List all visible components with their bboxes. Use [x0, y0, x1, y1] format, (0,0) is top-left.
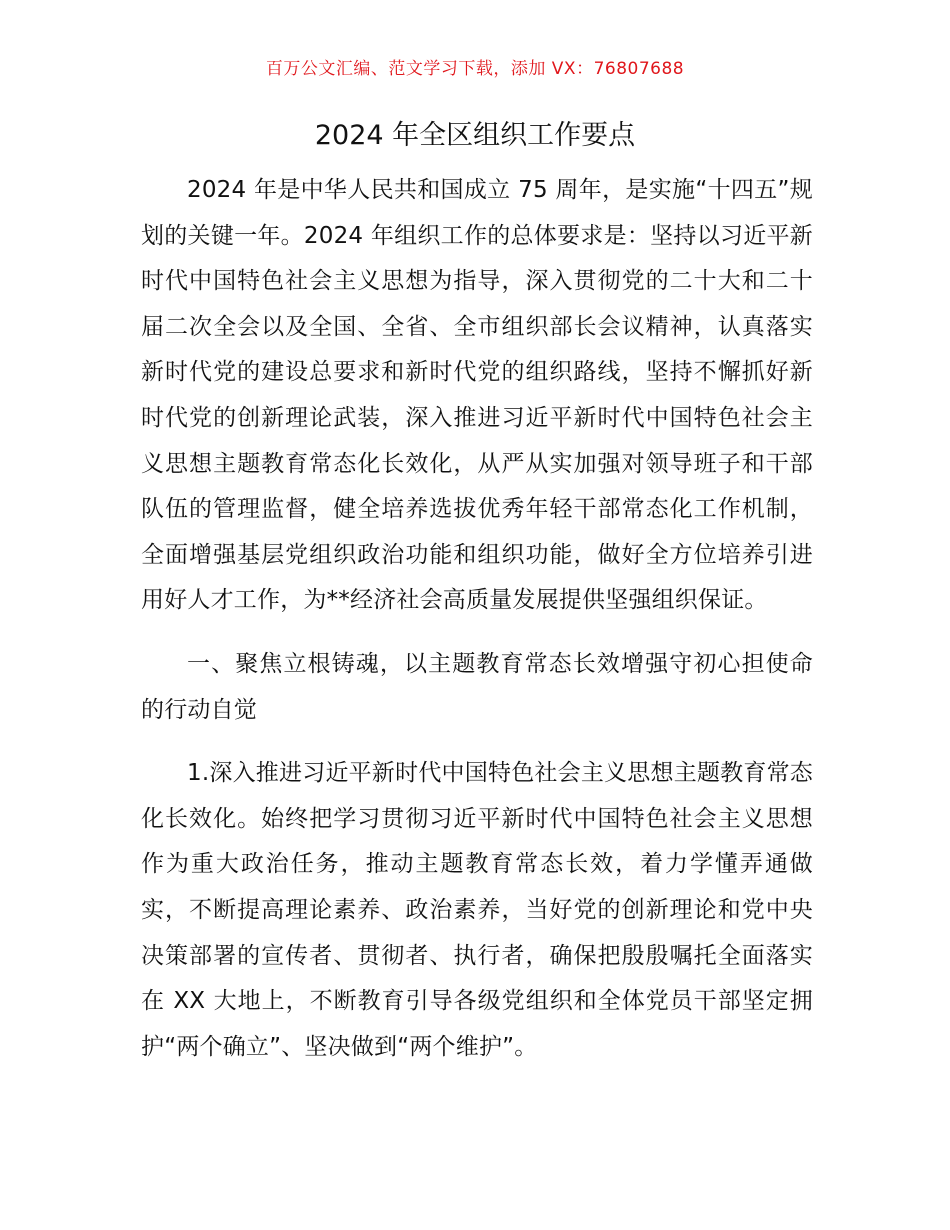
paragraph-intro: 2024 年是中华人民共和国成立 75 周年，是实施“十四五”规划的关键一年。2024 年组织工作的总体要求是：坚持以习近平新时代中国特色社会主义思想为指导，深入贯彻党的二十大和二十届二次全会以及全国、全省、全市组织部长会议精神，认真落实新时代党的建设总要求和新时代党的组织路线，坚持不懈抓好新时代党的创新理论武装，深入推进习近平新时代中国特色社会主义思想主题教育常态化长效化，从严从实加强对领导班子和干部队伍的管理监督，健全培养选拔优秀年轻干部常态化工作机制，全面增强基层党组织政治功能和组织功能，做好全方位培养引进用好人才工作，为**经济社会高质量发展提供坚强组织保证。 — [141, 177, 813, 614]
paragraph-item-1: 1.深入推进习近平新时代中国特色社会主义思想主题教育常态化长效化。始终把学习贯彻习近平新时代中国特色社会主义思想作为重大政治任务，推动主题教育常态长效，着力学懂弄通做实，不断提高理论素养、政治素养，当好党的创新理论和党中央决策部署的宣传者、贯彻者、执行者，确保把殷殷嘱托全面落实在 XX 大地上，不断教育引导各级党组织和全体党员干部坚定拥护“两个确立”、坚决做到“两个维护”。 — [141, 760, 813, 1060]
section-heading-1: 一、聚焦立根铸魂，以主题教育常态长效增强守初心担使命的行动自觉 — [141, 650, 813, 723]
document-body — [141, 168, 813, 1070]
document-title: 2024 年全区组织工作要点 — [314, 120, 636, 151]
header-banner: 百万公文汇编、范文学习下载，添加 VX：76807688 — [265, 59, 685, 79]
